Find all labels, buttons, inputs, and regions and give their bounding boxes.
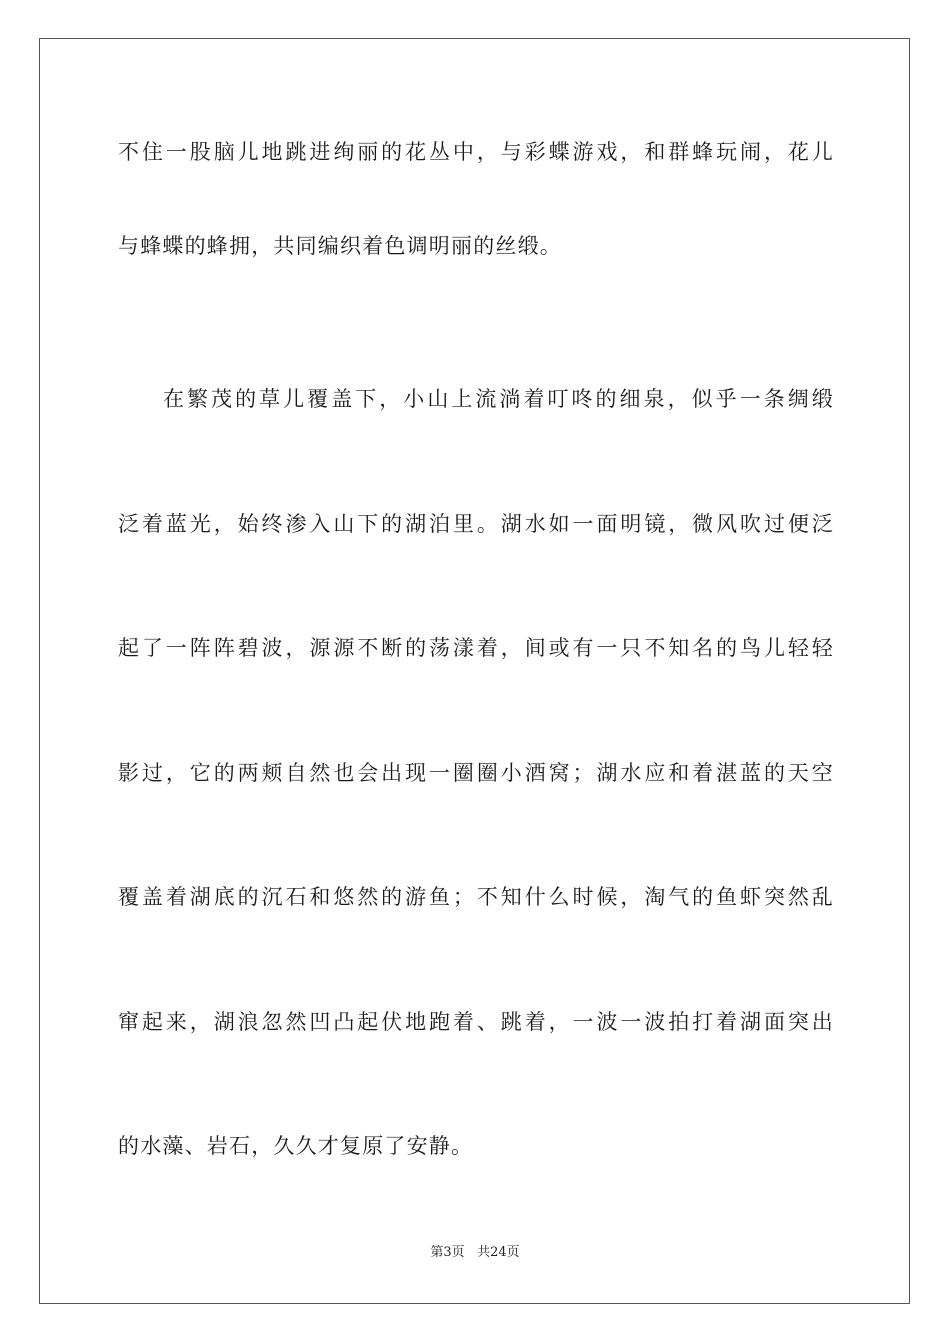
paragraph-line: 窜起来，湖浪忽然凹凸起伏地跑着、跳着，一波一波拍打着湖面突出 [118,1010,834,1034]
page-total: 共24页 [477,1245,520,1260]
paragraph-line: 的水藻、岩石，久久才复原了安静。 [118,1134,474,1158]
paragraph-line: 起了一阵阵碧波，源源不断的荡漾着，间或有一只不知名的鸟儿轻轻 [118,636,834,660]
paragraph-line: 在繁茂的草儿覆盖下，小山上流淌着叮咚的细泉，似乎一条绸缎 [163,387,834,411]
paragraph-line: 影过，它的两颊自然也会出现一圈圈小酒窝；湖水应和着湛蓝的天空 [118,761,834,785]
paragraph-line: 泛着蓝光，始终渗入山下的湖泊里。湖水如一面明镜，微风吹过便泛 [118,512,834,536]
paragraph-line: 不住一股脑儿地跳进绚丽的花丛中，与彩蝶游戏，和群蜂玩闹，花儿 [118,140,834,164]
paragraph-line: 覆盖着湖底的沉石和悠然的游鱼；不知什么时候，淘气的鱼虾突然乱 [118,885,834,909]
page-number: 第3页 [430,1245,465,1260]
page-footer [0,1244,950,1262]
paragraph-line: 与蜂蝶的蜂拥，共同编织着色调明丽的丝缎。 [118,234,562,258]
page-border [39,38,910,1304]
